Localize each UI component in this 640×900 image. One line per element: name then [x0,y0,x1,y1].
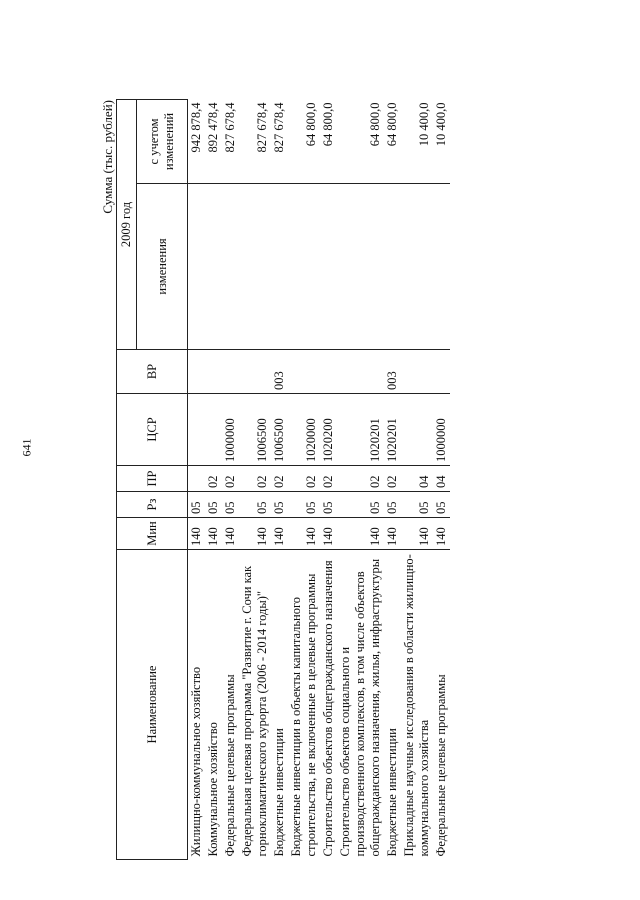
table-row [222,99,239,859]
row-changes [337,184,384,350]
row-csr: 1000000 [222,394,239,466]
row-name: Бюджетные инвестиции [272,728,286,857]
row-rz: 05 [433,492,450,518]
header-rz: Рз [117,492,188,518]
row-name: Федеральная целевая программа "Развитие г. Сочи как горноклиматического курорта (2006 - 2014 годы)" [240,565,269,857]
row-min: 140 [205,518,222,550]
row-changes [205,184,222,350]
row-name: Федеральные целевые программы [434,674,448,857]
row-rz: 05 [337,492,384,518]
unit-note: Сумма (тыс. рублей) [100,100,115,214]
row-pr: 02 [337,466,384,492]
row-name: Прикладные научные исследования в области жилищно-коммунального хозяйства [402,554,431,857]
header-changes: изменения [137,184,188,350]
header-csr: ЦСР [117,394,188,466]
row-pr: 02 [271,466,288,492]
row-with-changes: 827 678,4 [222,99,239,183]
row-pr: 04 [433,466,450,492]
row-rz: 05 [401,492,433,518]
row-min: 140 [188,518,206,550]
row-vr [433,350,450,394]
row-with-changes: 64 800,0 [288,99,320,183]
row-name: Коммунальное хозяйство [206,722,220,857]
row-csr: 1020200 [320,394,337,466]
table-row [320,99,337,859]
page-number: 641 [19,438,34,457]
row-changes [320,184,337,350]
row-min: 140 [320,518,337,550]
row-pr: 02 [205,466,222,492]
row-rz: 05 [222,492,239,518]
header-year: 2009 год [117,99,137,349]
row-with-changes: 827 678,4 [271,99,288,183]
row-changes [433,184,450,350]
row-changes [288,184,320,350]
header-vr: ВР [117,350,188,394]
header-name: Наименование [117,550,188,860]
row-min: 140 [384,518,401,550]
table-row [401,99,433,859]
row-csr: 1020201 [384,394,401,466]
row-changes [239,184,271,350]
row-min: 140 [337,518,384,550]
row-vr [239,350,271,394]
row-csr [205,394,222,466]
row-name: Федеральные целевые программы [223,674,237,857]
row-name: Строительство объектов социального и производственного комплексов, в том числе объектов общегражданского назначения, жилья, инфраструктуры [338,558,382,857]
row-min: 140 [271,518,288,550]
row-rz: 05 [271,492,288,518]
row-with-changes: 827 678,4 [239,99,271,183]
row-rz: 05 [288,492,320,518]
table-row [205,99,222,859]
row-min: 140 [288,518,320,550]
row-pr: 04 [401,466,433,492]
row-with-changes: 64 800,0 [320,99,337,183]
row-changes [384,184,401,350]
row-vr [401,350,433,394]
row-pr: 02 [320,466,337,492]
row-rz: 05 [188,492,206,518]
row-csr [188,394,206,466]
row-rz: 05 [320,492,337,518]
row-rz: 05 [205,492,222,518]
row-min: 140 [239,518,271,550]
header-with-changes: с учетом изменений [137,99,188,183]
row-vr [337,350,384,394]
row-changes [222,184,239,350]
row-changes [401,184,433,350]
row-pr: 02 [288,466,320,492]
row-min: 140 [433,518,450,550]
row-with-changes: 10 400,0 [433,99,450,183]
row-vr: 003 [271,350,288,394]
row-with-changes: 942 878,4 [188,99,206,183]
row-pr: 02 [222,466,239,492]
header-pr: ПР [117,466,188,492]
row-name: Бюджетные инвестиции в объекты капитального строительства, не включенные в целевые программы [289,573,318,857]
row-with-changes: 892 478,4 [205,99,222,183]
row-pr: 02 [384,466,401,492]
row-changes [188,184,206,350]
row-vr: 003 [384,350,401,394]
row-pr: 02 [239,466,271,492]
table-row [239,99,271,859]
row-rz: 05 [384,492,401,518]
row-csr: 1006500 [239,394,271,466]
row-csr [401,394,433,466]
budget-page [100,100,560,860]
row-vr [188,350,206,394]
budget-table [116,99,450,860]
table-body [188,99,451,859]
row-vr [320,350,337,394]
row-rz: 05 [239,492,271,518]
row-csr: 1020000 [288,394,320,466]
row-vr [205,350,222,394]
table-row [188,99,206,859]
table-row [433,99,450,859]
table-row [384,99,401,859]
row-csr: 1000000 [433,394,450,466]
row-csr: 1006500 [271,394,288,466]
row-min: 140 [401,518,433,550]
row-with-changes: 64 800,0 [337,99,384,183]
row-with-changes: 10 400,0 [401,99,433,183]
row-min: 140 [222,518,239,550]
row-with-changes: 64 800,0 [384,99,401,183]
row-vr [288,350,320,394]
row-csr: 1020201 [337,394,384,466]
row-name: Строительство объектов общегражданского назначения [321,560,335,857]
row-pr [188,466,206,492]
table-row [337,99,384,859]
table-row [288,99,320,859]
row-name: Бюджетные инвестиции [385,728,399,857]
row-changes [271,184,288,350]
row-vr [222,350,239,394]
header-min: Мин [117,518,188,550]
table-row [271,99,288,859]
row-name: Жилищно-коммунальное хозяйство [189,666,203,857]
